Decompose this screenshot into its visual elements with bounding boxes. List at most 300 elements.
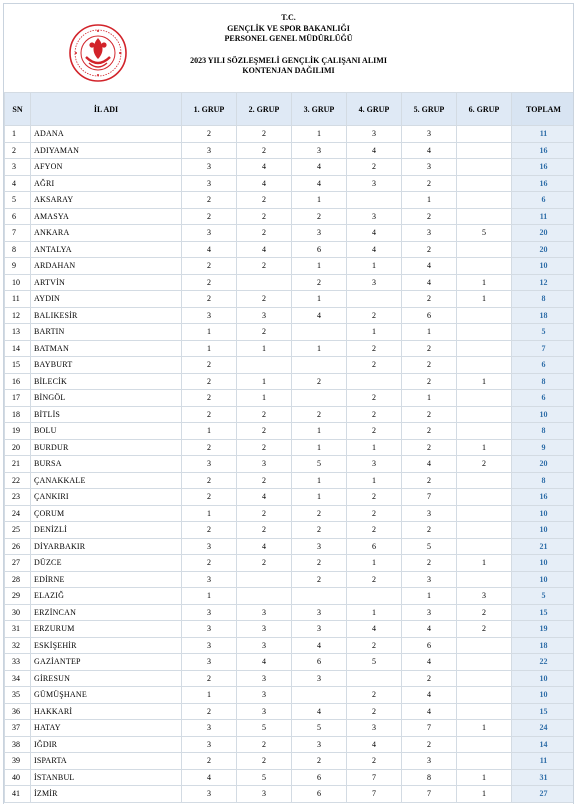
cell-grup-4: 2 [347,307,402,324]
heading-line-1: T.C. [281,13,296,22]
document-header [4,4,573,92]
cell-grup-6 [457,159,512,176]
cell-grup-1: 3 [182,736,237,753]
table-row [5,225,575,242]
cell-grup-2: 2 [237,753,292,770]
cell-toplam: 31 [512,769,575,786]
cell-grup-3: 3 [292,621,347,638]
cell-sn: 13 [5,324,31,341]
cell-grup-3: 2 [292,208,347,225]
cell-grup-2: 4 [237,654,292,671]
cell-grup-3: 6 [292,786,347,803]
cell-grup-5: 6 [402,637,457,654]
cell-grup-3: 4 [292,637,347,654]
cell-grup-3: 2 [292,571,347,588]
cell-grup-6: 2 [457,604,512,621]
cell-toplam: 24 [512,720,575,737]
cell-toplam: 16 [512,175,575,192]
cell-grup-2: 3 [237,456,292,473]
cell-sn: 15 [5,357,31,374]
cell-toplam: 6 [512,357,575,374]
cell-grup-6: 1 [457,769,512,786]
table-row [5,439,575,456]
cell-grup-1: 2 [182,406,237,423]
cell-grup-3: 1 [292,192,347,209]
cell-il-adi: ADANA [31,126,182,143]
cell-grup-4 [347,192,402,209]
cell-grup-3: 5 [292,456,347,473]
cell-grup-4: 7 [347,769,402,786]
cell-toplam: 8 [512,472,575,489]
cell-toplam: 19 [512,621,575,638]
cell-sn: 29 [5,588,31,605]
cell-grup-4 [347,588,402,605]
table-row [5,588,575,605]
cell-il-adi: ARDAHAN [31,258,182,275]
cell-sn: 20 [5,439,31,456]
cell-grup-2: 4 [237,538,292,555]
cell-grup-3: 1 [292,472,347,489]
cell-grup-2: 2 [237,472,292,489]
cell-toplam: 20 [512,241,575,258]
cell-grup-3: 2 [292,522,347,539]
cell-toplam: 10 [512,505,575,522]
cell-grup-6: 1 [457,439,512,456]
cell-grup-3: 4 [292,159,347,176]
cell-toplam: 20 [512,456,575,473]
cell-il-adi: AMASYA [31,208,182,225]
table-row [5,687,575,704]
cell-sn: 17 [5,390,31,407]
table-row [5,357,575,374]
cell-toplam: 27 [512,786,575,803]
cell-grup-1: 3 [182,720,237,737]
column-header-grup-6: 6. GRUP [457,93,512,126]
cell-grup-6 [457,357,512,374]
cell-grup-2: 3 [237,687,292,704]
cell-grup-4: 1 [347,472,402,489]
cell-grup-3: 4 [292,307,347,324]
heading-line-3: PERSONEL GENEL MÜDÜRLÜĞÜ [224,34,353,43]
cell-grup-1: 2 [182,489,237,506]
cell-grup-4: 5 [347,654,402,671]
column-header-grup-3: 3. GRUP [292,93,347,126]
table-row [5,423,575,440]
cell-sn: 7 [5,225,31,242]
cell-grup-4: 2 [347,522,402,539]
cell-grup-3: 2 [292,753,347,770]
cell-grup-3 [292,588,347,605]
table-row [5,340,575,357]
cell-grup-4: 2 [347,357,402,374]
table-row [5,786,575,803]
cell-grup-6 [457,522,512,539]
cell-il-adi: BARTIN [31,324,182,341]
cell-grup-6 [457,192,512,209]
table-row [5,703,575,720]
column-header-grup-5: 5. GRUP [402,93,457,126]
cell-grup-6 [457,687,512,704]
cell-il-adi: DÜZCE [31,555,182,572]
cell-grup-6: 1 [457,274,512,291]
cell-grup-3: 1 [292,439,347,456]
cell-grup-5: 6 [402,307,457,324]
cell-il-adi: ÇANKIRI [31,489,182,506]
cell-grup-2: 4 [237,175,292,192]
cell-sn: 39 [5,753,31,770]
cell-grup-1: 2 [182,670,237,687]
cell-grup-3: 3 [292,670,347,687]
quota-table [4,92,574,803]
cell-grup-6 [457,126,512,143]
cell-grup-6 [457,637,512,654]
cell-grup-6 [457,753,512,770]
cell-grup-6 [457,670,512,687]
cell-sn: 9 [5,258,31,275]
cell-sn: 34 [5,670,31,687]
cell-toplam: 8 [512,373,575,390]
cell-grup-3: 3 [292,736,347,753]
cell-grup-5: 1 [402,324,457,341]
cell-sn: 25 [5,522,31,539]
cell-grup-2: 2 [237,555,292,572]
cell-grup-2 [237,274,292,291]
cell-il-adi: AFYON [31,159,182,176]
cell-sn: 28 [5,571,31,588]
table-row [5,159,575,176]
cell-grup-1: 3 [182,225,237,242]
cell-toplam: 10 [512,406,575,423]
table-row [5,373,575,390]
cell-grup-3: 2 [292,373,347,390]
cell-sn: 27 [5,555,31,572]
cell-grup-3: 5 [292,720,347,737]
heading-line-5: KONTENJAN DAĞILIMI [242,66,335,75]
table-row [5,571,575,588]
table-row [5,390,575,407]
cell-grup-3: 6 [292,769,347,786]
cell-grup-4: 7 [347,786,402,803]
cell-grup-4: 3 [347,720,402,737]
cell-grup-1: 2 [182,274,237,291]
table-row [5,192,575,209]
table-row [5,736,575,753]
cell-sn: 21 [5,456,31,473]
cell-grup-5: 2 [402,208,457,225]
cell-grup-6 [457,241,512,258]
table-row [5,769,575,786]
cell-grup-4: 4 [347,142,402,159]
cell-grup-4: 2 [347,340,402,357]
cell-grup-3: 4 [292,703,347,720]
cell-toplam: 15 [512,604,575,621]
cell-grup-3: 6 [292,654,347,671]
cell-sn: 38 [5,736,31,753]
table-row [5,637,575,654]
cell-il-adi: ÇANAKKALE [31,472,182,489]
cell-grup-5: 3 [402,604,457,621]
cell-grup-3: 1 [292,423,347,440]
cell-sn: 16 [5,373,31,390]
cell-grup-1: 2 [182,208,237,225]
cell-grup-4: 4 [347,621,402,638]
table-row [5,456,575,473]
cell-sn: 11 [5,291,31,308]
cell-grup-4 [347,291,402,308]
cell-grup-1: 2 [182,555,237,572]
table-row [5,241,575,258]
cell-grup-1: 4 [182,241,237,258]
cell-sn: 4 [5,175,31,192]
table-row [5,258,575,275]
cell-sn: 23 [5,489,31,506]
cell-grup-6 [457,340,512,357]
cell-grup-1: 3 [182,307,237,324]
cell-grup-6 [457,423,512,440]
document-frame [3,3,574,804]
cell-grup-2: 2 [237,258,292,275]
cell-grup-6 [457,538,512,555]
cell-grup-2 [237,588,292,605]
cell-grup-6 [457,571,512,588]
cell-grup-1: 3 [182,538,237,555]
cell-sn: 5 [5,192,31,209]
cell-grup-1: 3 [182,637,237,654]
cell-grup-6 [457,703,512,720]
column-header-sn: SN [5,93,31,126]
table-row [5,654,575,671]
cell-grup-4: 2 [347,571,402,588]
heading-line-4: 2023 YILI SÖZLEŞMELİ GENÇLİK ÇALIŞANI ALIMI [190,55,387,65]
cell-grup-4: 1 [347,258,402,275]
cell-il-adi: GÜMÜŞHANE [31,687,182,704]
cell-grup-2: 4 [237,489,292,506]
cell-grup-3: 3 [292,604,347,621]
cell-il-adi: ELAZIĞ [31,588,182,605]
cell-toplam: 14 [512,736,575,753]
cell-toplam: 18 [512,637,575,654]
cell-toplam: 10 [512,555,575,572]
cell-grup-6 [457,472,512,489]
cell-il-adi: BİNGÖL [31,390,182,407]
cell-grup-2: 2 [237,225,292,242]
cell-grup-2: 3 [237,307,292,324]
cell-il-adi: ANKARA [31,225,182,242]
cell-grup-4: 2 [347,687,402,704]
cell-grup-6 [457,505,512,522]
cell-toplam: 6 [512,192,575,209]
cell-il-adi: DENİZLİ [31,522,182,539]
cell-grup-4: 2 [347,489,402,506]
cell-il-adi: EDİRNE [31,571,182,588]
cell-sn: 1 [5,126,31,143]
column-header-toplam: TOPLAM [512,93,575,126]
cell-grup-2: 2 [237,324,292,341]
cell-toplam: 16 [512,142,575,159]
table-row [5,505,575,522]
cell-grup-3 [292,324,347,341]
cell-toplam: 10 [512,687,575,704]
cell-grup-5: 4 [402,687,457,704]
cell-grup-2: 3 [237,703,292,720]
table-row [5,753,575,770]
cell-toplam: 10 [512,522,575,539]
cell-sn: 14 [5,340,31,357]
cell-il-adi: ERZİNCAN [31,604,182,621]
table-row [5,472,575,489]
table-row [5,621,575,638]
cell-grup-5: 4 [402,142,457,159]
cell-grup-5: 3 [402,505,457,522]
cell-grup-6 [457,142,512,159]
cell-grup-4 [347,670,402,687]
cell-grup-1: 2 [182,126,237,143]
table-row [5,307,575,324]
cell-il-adi: BATMAN [31,340,182,357]
cell-grup-4: 3 [347,456,402,473]
cell-grup-1: 3 [182,786,237,803]
cell-il-adi: DİYARBAKIR [31,538,182,555]
cell-grup-6: 2 [457,456,512,473]
cell-il-adi: ARTVİN [31,274,182,291]
cell-grup-5: 4 [402,621,457,638]
cell-grup-5: 2 [402,472,457,489]
cell-il-adi: BAYBURT [31,357,182,374]
cell-toplam: 10 [512,258,575,275]
cell-grup-3: 1 [292,340,347,357]
cell-grup-3 [292,687,347,704]
cell-grup-2: 5 [237,769,292,786]
cell-grup-5: 4 [402,703,457,720]
cell-il-adi: ANTALYA [31,241,182,258]
cell-toplam: 9 [512,439,575,456]
cell-grup-2: 3 [237,637,292,654]
cell-grup-1: 3 [182,456,237,473]
table-row [5,142,575,159]
cell-grup-5: 4 [402,274,457,291]
cell-grup-5: 1 [402,390,457,407]
cell-grup-1: 3 [182,175,237,192]
cell-grup-1: 3 [182,654,237,671]
cell-grup-5: 4 [402,456,457,473]
cell-grup-6 [457,489,512,506]
cell-il-adi: BİTLİS [31,406,182,423]
cell-grup-4: 2 [347,423,402,440]
cell-grup-1: 1 [182,324,237,341]
cell-grup-6: 1 [457,373,512,390]
cell-il-adi: ESKİŞEHİR [31,637,182,654]
cell-grup-1: 2 [182,291,237,308]
cell-grup-5: 3 [402,753,457,770]
cell-sn: 41 [5,786,31,803]
cell-grup-3: 3 [292,142,347,159]
cell-grup-4: 1 [347,604,402,621]
document-heading [4,13,573,77]
cell-toplam: 10 [512,571,575,588]
cell-il-adi: AYDIN [31,291,182,308]
table-body [5,126,575,803]
cell-toplam: 18 [512,307,575,324]
cell-grup-5: 2 [402,291,457,308]
cell-grup-5: 3 [402,225,457,242]
cell-grup-4: 2 [347,390,402,407]
cell-grup-4: 4 [347,736,402,753]
cell-grup-2: 2 [237,126,292,143]
cell-il-adi: GİRESUN [31,670,182,687]
column-header-grup-2: 2. GRUP [237,93,292,126]
cell-grup-6: 1 [457,555,512,572]
cell-grup-4: 2 [347,159,402,176]
cell-grup-5: 7 [402,720,457,737]
cell-grup-3 [292,390,347,407]
cell-grup-1: 2 [182,522,237,539]
cell-sn: 24 [5,505,31,522]
cell-toplam: 11 [512,126,575,143]
cell-sn: 35 [5,687,31,704]
table-row [5,604,575,621]
cell-grup-5: 4 [402,654,457,671]
cell-sn: 3 [5,159,31,176]
cell-grup-2: 1 [237,390,292,407]
column-header-il-adi: İL ADI [31,93,182,126]
cell-sn: 32 [5,637,31,654]
cell-toplam: 16 [512,489,575,506]
cell-grup-2: 3 [237,604,292,621]
cell-grup-2: 3 [237,621,292,638]
cell-grup-3: 2 [292,274,347,291]
cell-il-adi: GAZİANTEP [31,654,182,671]
table-row [5,489,575,506]
cell-grup-3: 3 [292,538,347,555]
cell-il-adi: BURDUR [31,439,182,456]
table-row [5,208,575,225]
table-row [5,274,575,291]
cell-grup-3: 6 [292,241,347,258]
cell-grup-4: 2 [347,406,402,423]
cell-grup-5: 2 [402,175,457,192]
cell-grup-1: 2 [182,258,237,275]
cell-il-adi: İZMİR [31,786,182,803]
cell-grup-5: 2 [402,373,457,390]
cell-toplam: 5 [512,324,575,341]
cell-grup-2: 2 [237,423,292,440]
cell-sn: 22 [5,472,31,489]
cell-grup-2: 1 [237,373,292,390]
cell-toplam: 5 [512,588,575,605]
cell-grup-5: 2 [402,357,457,374]
cell-grup-5: 2 [402,439,457,456]
cell-grup-1: 1 [182,423,237,440]
cell-grup-4: 2 [347,637,402,654]
cell-grup-5: 3 [402,126,457,143]
cell-grup-2: 2 [237,291,292,308]
cell-grup-6 [457,324,512,341]
heading-line-2: GENÇLİK VE SPOR BAKANLIĞI [227,23,350,33]
cell-grup-2 [237,357,292,374]
cell-grup-5: 4 [402,258,457,275]
cell-grup-3: 3 [292,225,347,242]
cell-grup-2: 2 [237,406,292,423]
cell-toplam: 21 [512,538,575,555]
cell-grup-4: 4 [347,225,402,242]
cell-grup-3: 1 [292,258,347,275]
cell-grup-4: 2 [347,753,402,770]
cell-grup-2: 2 [237,522,292,539]
cell-grup-4: 1 [347,324,402,341]
table-row [5,175,575,192]
cell-grup-6: 1 [457,291,512,308]
cell-grup-5: 8 [402,769,457,786]
